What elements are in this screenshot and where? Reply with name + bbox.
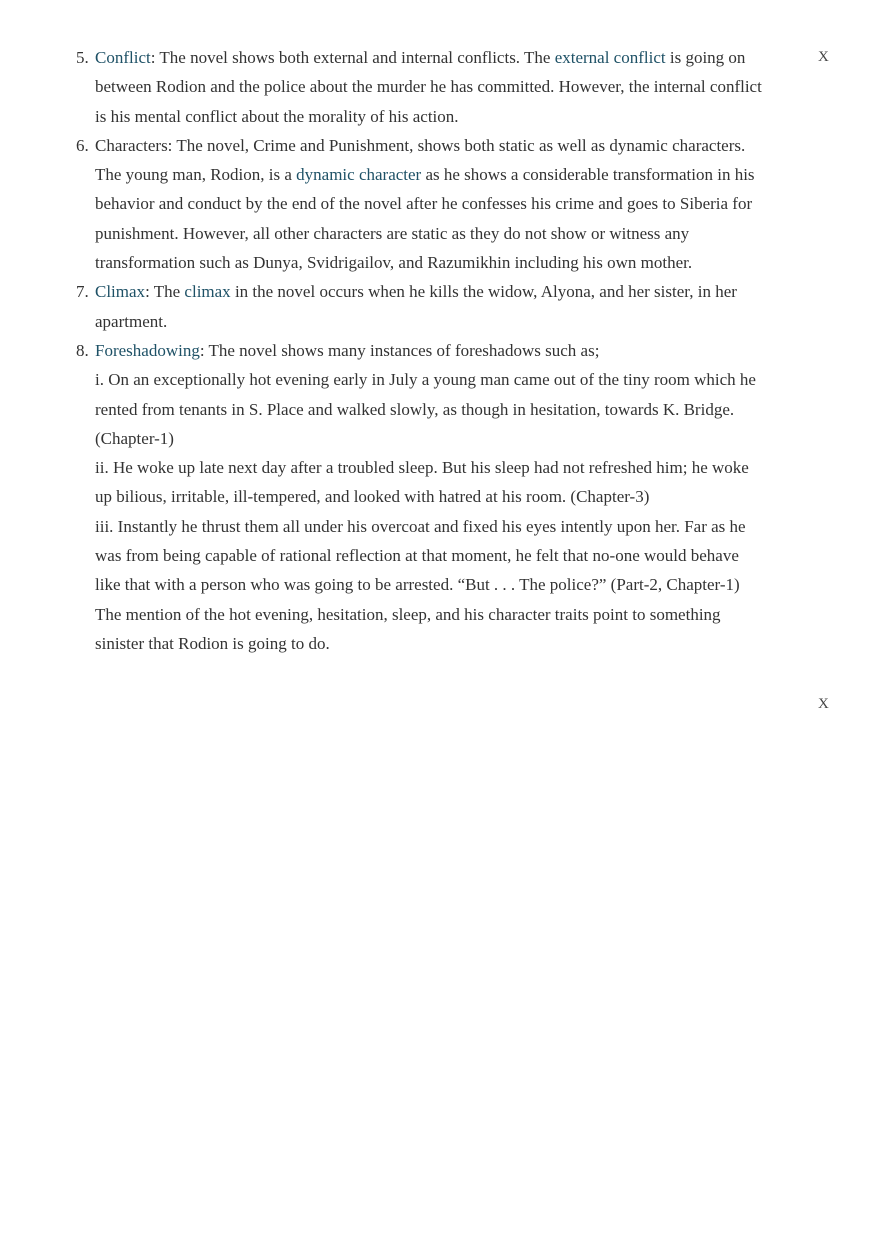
foreshadow-conclusion: The mention of the hot evening, hesitation, sleep, and his character traits point to something sinister that Rodion is going to do. [95, 604, 721, 653]
link-climax[interactable]: climax [184, 282, 231, 302]
foreshadow-example: i. On an exceptionally hot evening early in July a young man came out of the tiny room which he rented from tenants in S. Place and walked slowly, as though in hesitation, towards K. Bridge. (Chapter-1) [95, 370, 756, 448]
list-item-conflict [76, 43, 766, 131]
list-item-characters [76, 131, 766, 277]
list-item-foreshadowing [76, 336, 766, 365]
item-number: 5. [76, 48, 89, 67]
foreshadow-example: ii. He woke up late next day after a troubled sleep. But his sleep had not refreshed him; he woke up bilious, irritable, ill-tempered, and looked with hatred at his room. (Chapter-3) [95, 458, 749, 507]
numbered-list [76, 43, 766, 658]
item-number: 8. [76, 340, 89, 360]
item-text: is going on between Rodion and the police about the murder he has committed. However, the internal conflict is his mental conflict about the morality of his action. [95, 48, 762, 126]
item-text: as he shows a considerable transformation in his behavior and conduct by the end of the novel after he confesses his crime and goes to Siberia for punishment. However, all other characters are static as they do not show or witness any transformation such as Dunya, Svidrigailov, and Razumikhin including his own mother. [95, 165, 755, 273]
item-text: Characters: The novel, Crime and Punishment, shows both static as well as dynamic characters. The young man, Rodion, is a [95, 135, 746, 185]
close-mark[interactable]: X [818, 49, 829, 65]
item-text: : The novel shows many instances of foreshadows such as; [199, 340, 600, 360]
item-text: : The [145, 282, 185, 302]
item-text: : The novel shows both external and internal conflicts. The [150, 48, 555, 67]
foreshadow-example: iii. Instantly he thrust them all under his overcoat and fixed his eyes intently upon her. Far as he was from being capable of rational reflection at that moment, he felt that no-one would behave like that with a person who was going to be arrested. “But . . . The police?” (Part-2, Chapter-1) [95, 516, 746, 595]
link-external-conflict[interactable]: external conflict [554, 48, 666, 67]
item-number: 6. [76, 135, 89, 155]
item-text: in the novel occurs when he kills the widow, Alyona, and her sister, in her apartment. [95, 282, 737, 331]
link-conflict[interactable]: Conflict [95, 48, 151, 67]
link-dynamic-character[interactable]: dynamic character [296, 165, 422, 185]
link-climax-term[interactable]: Climax [95, 282, 146, 302]
item-number: 7. [76, 282, 89, 302]
close-mark[interactable]: X [818, 696, 829, 712]
link-foreshadowing[interactable]: Foreshadowing [95, 340, 200, 360]
list-item-climax [76, 277, 766, 336]
